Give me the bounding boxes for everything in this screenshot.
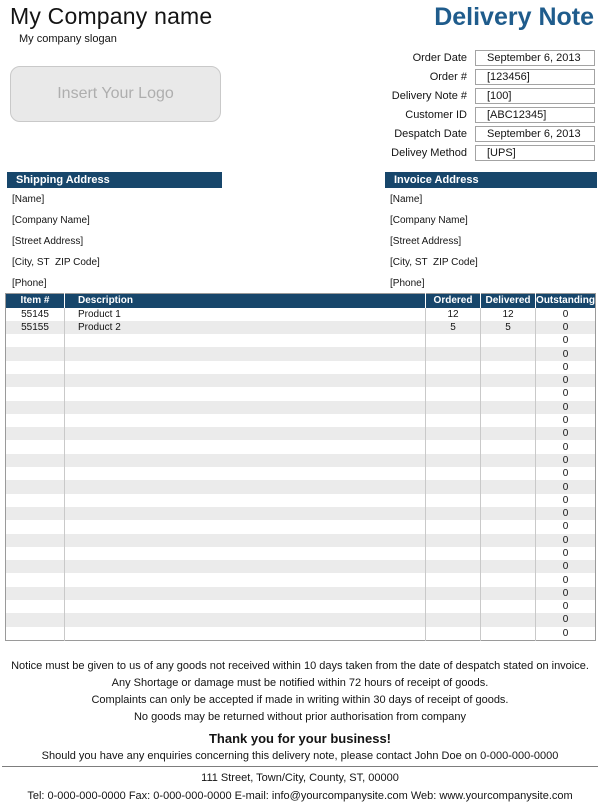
shipping-address-line[interactable]: [City, ST ZIP Code] [12,257,100,268]
table-cell[interactable] [426,440,481,453]
shipping-address-line[interactable]: [Company Name] [12,215,90,226]
table-cell[interactable]: 12 [426,308,481,321]
info-field-row [327,125,595,142]
table-cell[interactable]: 5 [481,321,536,334]
table-cell[interactable] [6,454,65,467]
table-cell[interactable] [481,534,536,547]
table-cell[interactable]: 0 [562,574,569,586]
shipping-address-lines [7,188,222,293]
footer-divider [2,766,598,767]
table-cell[interactable]: 55155 [6,321,65,334]
table-cell[interactable] [6,600,65,613]
table-cell[interactable]: 12 [481,308,536,321]
table-row[interactable] [6,374,596,387]
table-row[interactable] [6,334,596,347]
info-field-value[interactable]: [123456] [475,69,595,85]
info-field-row [327,144,595,161]
table-cell[interactable] [481,600,536,613]
table-cell[interactable] [6,467,65,480]
table-cell[interactable] [65,401,426,414]
table-cell[interactable]: 0 [562,361,569,373]
info-field-value[interactable]: [UPS] [475,145,595,161]
table-cell[interactable]: 0 [562,521,569,533]
table-row[interactable] [6,440,596,453]
table-cell[interactable]: 0 [562,614,569,626]
table-cell[interactable] [481,387,536,400]
table-cell[interactable] [65,480,426,493]
notice-line: Notice must be given to us of any goods not received within 10 days taken from the date of despatch stated on invoice. [11,660,589,672]
table-cell[interactable] [65,467,426,480]
table-cell[interactable] [481,587,536,600]
table-cell[interactable] [481,560,536,573]
table-row[interactable] [6,520,596,533]
items-table [5,293,596,641]
table-cell[interactable] [65,347,426,360]
invoice-address-lines [385,188,597,293]
table-cell[interactable] [6,560,65,573]
table-cell[interactable] [426,534,481,547]
table-cell[interactable] [426,627,481,641]
table-cell[interactable] [65,613,426,626]
table-cell[interactable] [65,560,426,573]
info-field-label: Order # [429,70,467,83]
table-row[interactable] [6,308,596,321]
thank-you-line: Thank you for your business! [208,731,392,746]
table-cell[interactable]: 0 [562,627,569,639]
table-cell[interactable] [65,547,426,560]
table-cell[interactable] [6,520,65,533]
info-field-row [327,68,595,85]
table-cell[interactable]: Product 2 [65,321,426,334]
table-row[interactable] [6,467,596,480]
info-field-row [327,106,595,123]
table-cell[interactable] [426,520,481,533]
notice-line: Complaints can only be accepted if made in writing within 30 days of receipt of goods. [91,694,509,706]
table-cell[interactable]: 0 [562,587,569,599]
table-cell[interactable] [426,454,481,467]
table-cell[interactable]: 0 [562,508,569,520]
table-cell[interactable] [6,627,65,641]
table-cell[interactable] [426,387,481,400]
table-cell[interactable] [6,374,65,387]
shipping-address-section [7,172,222,293]
table-row[interactable] [6,507,596,520]
table-cell[interactable] [481,427,536,440]
table-cell[interactable] [65,361,426,374]
notice-line: Any Shortage or damage must be notified within 72 hours of receipt of goods. [111,677,489,689]
table-cell[interactable]: 0 [562,534,569,546]
table-cell[interactable] [6,613,65,626]
table-cell[interactable] [426,374,481,387]
table-cell[interactable] [481,361,536,374]
table-cell[interactable]: 0 [562,428,569,440]
table-cell[interactable] [65,414,426,427]
logo-placeholder[interactable] [10,66,221,122]
table-cell[interactable] [65,374,426,387]
info-field-label: Delivery Note # [391,89,467,102]
table-cell[interactable]: 0 [562,321,569,333]
info-field-row [327,87,595,104]
table-cell[interactable]: 0 [562,547,569,559]
info-field-label: Delivey Method [391,146,467,159]
table-cell[interactable] [65,534,426,547]
table-cell[interactable] [6,401,65,414]
table-cell[interactable] [65,334,426,347]
table-cell[interactable] [65,587,426,600]
table-cell[interactable] [426,547,481,560]
table-cell[interactable] [6,440,65,453]
table-row[interactable] [6,401,596,414]
table-row[interactable] [6,321,596,334]
table-cell[interactable] [426,573,481,586]
table-cell[interactable] [481,613,536,626]
table-row[interactable] [6,494,596,507]
table-cell[interactable]: 0 [562,601,569,613]
table-cell[interactable] [426,587,481,600]
table-cell[interactable] [426,613,481,626]
table-cell[interactable] [65,440,426,453]
table-cell[interactable] [426,347,481,360]
table-cell[interactable] [481,573,536,586]
table-cell[interactable] [6,427,65,440]
info-field-value[interactable]: September 6, 2013 [475,50,595,66]
document-title: Delivery Note [434,3,594,31]
footer-contact-line: Tel: 0-000-000-0000 Fax: 0-000-000-0000 E-mail: info@yourcompanysite.com Web: www.yourcompanysite.com [27,790,573,802]
table-cell[interactable]: 0 [562,415,569,427]
info-field-label: Customer ID [405,108,467,121]
table-row[interactable] [6,387,596,400]
table-cell[interactable] [6,547,65,560]
table-cell[interactable] [6,387,65,400]
table-cell[interactable] [426,334,481,347]
table-cell[interactable] [65,387,426,400]
table-cell[interactable] [481,494,536,507]
order-info-form [327,49,595,163]
info-field-label: Despatch Date [394,127,467,140]
table-cell[interactable] [426,494,481,507]
table-cell[interactable] [481,627,536,641]
company-slogan: My company slogan [19,33,117,45]
table-cell[interactable] [6,361,65,374]
footer-address-line: 111 Street, Town/City, County, ST, 00000 [201,772,399,784]
table-cell[interactable] [65,627,426,641]
table-cell[interactable] [6,573,65,586]
table-cell[interactable] [481,507,536,520]
table-cell[interactable] [426,467,481,480]
table-cell[interactable]: 55145 [6,308,65,321]
table-row[interactable] [6,480,596,493]
table-cell[interactable] [65,507,426,520]
items-column-header: Ordered [426,294,481,308]
invoice-address-line[interactable]: [Name] [390,194,423,205]
info-field-label: Order Date [412,51,467,64]
notice-block [0,658,600,726]
table-cell[interactable] [65,573,426,586]
table-cell[interactable] [65,454,426,467]
table-cell[interactable] [481,480,536,493]
invoice-address-header: Invoice Address [385,172,597,188]
table-cell[interactable]: Product 1 [65,308,426,321]
table-row[interactable] [6,600,596,613]
table-cell[interactable]: 0 [562,454,569,466]
table-cell[interactable] [65,520,426,533]
table-cell[interactable] [481,454,536,467]
table-row[interactable] [6,347,596,360]
invoice-address-line[interactable]: [Company Name] [390,215,468,226]
table-cell[interactable] [481,401,536,414]
table-row[interactable] [6,454,596,467]
table-cell[interactable] [6,507,65,520]
table-row[interactable] [6,427,596,440]
table-cell[interactable] [6,414,65,427]
enquiries-line: Should you have any enquiries concerning this delivery note, please contact John Doe on 0-000-000-0000 [41,750,559,762]
table-cell[interactable]: 0 [562,481,569,493]
items-table-body [6,308,596,641]
table-cell[interactable] [65,494,426,507]
table-cell[interactable]: 0 [562,388,569,400]
table-cell[interactable]: 0 [562,401,569,413]
table-row[interactable] [6,534,596,547]
table-row[interactable] [6,573,596,586]
notice-line: No goods may be returned without prior authorisation from company [133,711,466,723]
table-cell[interactable]: 0 [562,441,569,453]
table-cell[interactable] [6,347,65,360]
table-cell[interactable] [481,547,536,560]
table-row[interactable] [6,613,596,626]
table-cell[interactable] [481,414,536,427]
table-cell[interactable] [481,334,536,347]
info-field-value[interactable]: [ABC12345] [475,107,595,123]
items-column-header: Item # [6,294,65,308]
items-column-header: Description [65,294,426,308]
table-cell[interactable] [65,427,426,440]
table-cell[interactable] [6,334,65,347]
table-cell[interactable] [426,414,481,427]
table-cell[interactable] [426,480,481,493]
table-cell[interactable]: 0 [562,335,569,347]
company-name: My Company name [10,3,213,29]
table-cell[interactable] [481,347,536,360]
table-cell[interactable]: 0 [562,468,569,480]
table-cell[interactable]: 0 [562,348,569,360]
table-cell[interactable] [426,507,481,520]
info-field-value[interactable]: [100] [475,88,595,104]
table-cell[interactable] [6,480,65,493]
table-cell[interactable] [481,520,536,533]
items-column-header: Delivered [481,294,536,308]
items-table-header-row [6,294,596,308]
shipping-address-line[interactable]: [Street Address] [12,236,84,247]
table-cell[interactable]: 0 [562,494,569,506]
table-row[interactable] [6,627,596,641]
invoice-address-line[interactable]: [Phone] [390,278,425,289]
invoice-address-line[interactable]: [City, ST ZIP Code] [390,257,478,268]
table-cell[interactable] [6,494,65,507]
table-cell[interactable]: 0 [562,308,569,320]
table-cell[interactable] [481,467,536,480]
shipping-address-header: Shipping Address [7,172,222,188]
info-field-value[interactable]: September 6, 2013 [475,126,595,142]
table-row[interactable] [6,587,596,600]
invoice-address-line[interactable]: [Street Address] [390,236,462,247]
table-cell[interactable] [6,587,65,600]
invoice-address-section [385,172,597,293]
table-cell[interactable] [6,534,65,547]
table-row[interactable] [6,361,596,374]
logo-placeholder-label: Insert Your Logo [57,85,174,102]
table-row[interactable] [6,560,596,573]
table-cell[interactable] [426,401,481,414]
table-cell[interactable] [426,427,481,440]
table-cell[interactable] [426,361,481,374]
table-cell[interactable] [65,600,426,613]
table-cell[interactable]: 0 [562,375,569,387]
table-cell[interactable]: 0 [562,561,569,573]
table-row[interactable] [6,414,596,427]
info-field-row [327,49,595,66]
shipping-address-line[interactable]: [Name] [12,194,45,205]
table-row[interactable] [6,547,596,560]
items-column-header: Outstanding [536,295,595,307]
table-cell[interactable]: 5 [426,321,481,334]
table-cell[interactable] [426,560,481,573]
table-cell[interactable] [481,440,536,453]
shipping-address-line[interactable]: [Phone] [12,278,47,289]
table-cell[interactable] [426,600,481,613]
table-cell[interactable] [481,374,536,387]
